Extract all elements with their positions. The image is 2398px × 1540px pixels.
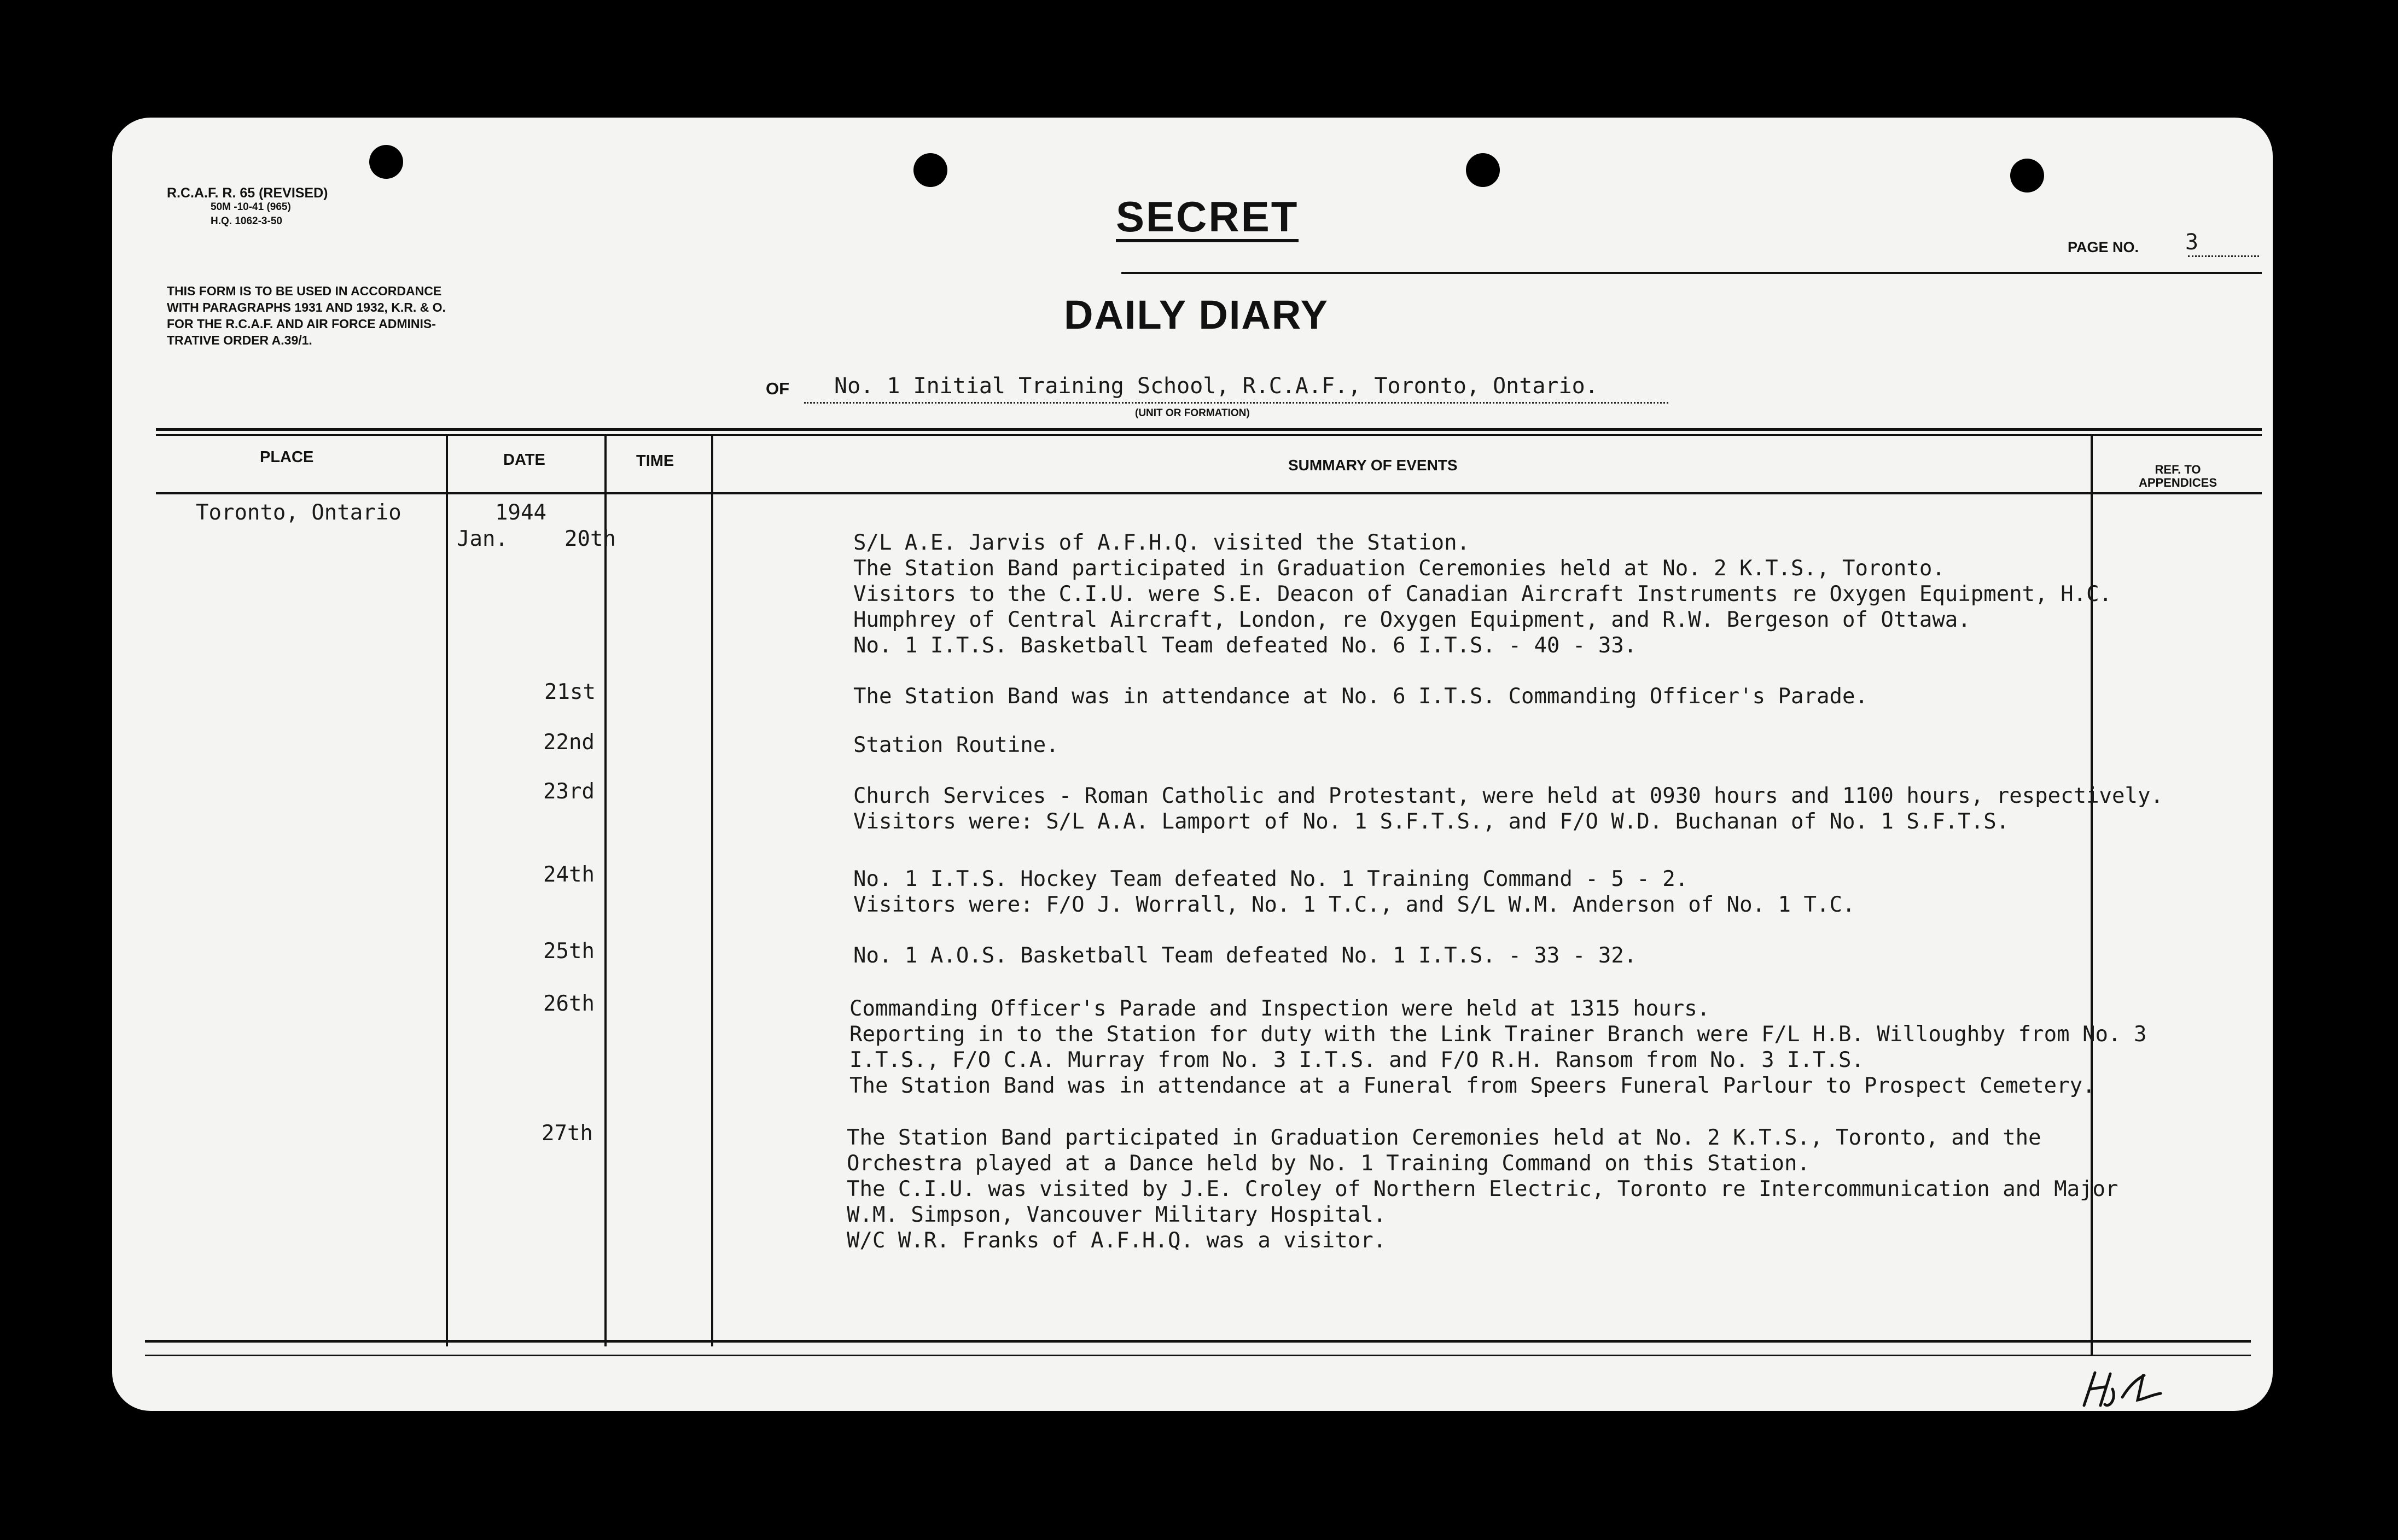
form-id-line: R.C.A.F. R. 65 (REVISED) bbox=[167, 185, 328, 201]
entry-day: 26th bbox=[543, 991, 595, 1016]
classification-stamp: SECRET bbox=[1116, 194, 1299, 242]
entry-line: The Station Band participated in Graduation Ceremonies held at No. 2 K.T.S., Toronto. bbox=[853, 556, 1945, 581]
form-id-line: 50M -10-41 (965) bbox=[211, 201, 291, 213]
page-number-underline bbox=[2188, 255, 2259, 257]
entry-line: Humphrey of Central Aircraft, London, re Oxygen Equipment, and R.W. Bergeson of Ottawa. bbox=[853, 608, 1971, 632]
column-header-ref-line: REF. TO bbox=[2155, 463, 2201, 476]
entry-line: Station Routine. bbox=[853, 733, 1059, 757]
entry-line: The C.I.U. was visited by J.E. Croley of Northern Electric, Toronto re Intercommunication and Major bbox=[847, 1177, 2118, 1201]
table-top-rule bbox=[156, 434, 2262, 436]
entry-line: W.M. Simpson, Vancouver Military Hospital. bbox=[847, 1203, 1387, 1227]
diary-page bbox=[112, 118, 2273, 1411]
column-header-ref-line: APPENDICES bbox=[2139, 476, 2217, 489]
entry-line: The Station Band was in attendance at a Funeral from Speers Funeral Parlour to Prospect Cemetery. bbox=[849, 1074, 2096, 1098]
instruction-line: THIS FORM IS TO BE USED IN ACCORDANCE bbox=[167, 284, 442, 298]
column-header-date: DATE bbox=[503, 451, 545, 469]
entry-day: 27th bbox=[542, 1121, 593, 1146]
punch-hole bbox=[1466, 153, 1500, 187]
header-bottom-rule bbox=[156, 492, 2262, 494]
column-divider bbox=[446, 436, 448, 1346]
entry-day: 22nd bbox=[543, 730, 595, 755]
entry-day: 25th bbox=[543, 939, 595, 964]
table-top-rule bbox=[156, 428, 2262, 431]
document-title: DAILY DIARY bbox=[1064, 292, 1329, 337]
form-instructions bbox=[167, 283, 446, 348]
handwritten-initials bbox=[2079, 1367, 2188, 1411]
place-value: Toronto, Ontario bbox=[196, 500, 401, 525]
entry-line: Orchestra played at a Dance held by No. 1 Training Command on this Station. bbox=[847, 1151, 1810, 1176]
entry-line: Visitors were: F/O J. Worrall, No. 1 T.C., and S/L W.M. Anderson of No. 1 T.C. bbox=[853, 892, 1855, 917]
entry-line: No. 1 I.T.S. Hockey Team defeated No. 1 Training Command - 5 - 2. bbox=[853, 867, 1689, 891]
entry-day: 23rd bbox=[543, 779, 595, 804]
table-bottom-rule bbox=[145, 1355, 2251, 1356]
entry-line: Visitors were: S/L A.A. Lamport of No. 1 S.F.T.S., and F/O W.D. Buchanan of No. 1 S.F.T.S. bbox=[853, 809, 2010, 834]
page-number-label: PAGE NO. bbox=[2068, 239, 2139, 255]
column-header-summary: SUMMARY OF EVENTS bbox=[1288, 457, 1458, 474]
unit-name: No. 1 Initial Training School, R.C.A.F., Toronto, Ontario. bbox=[834, 374, 1598, 399]
top-rule bbox=[1121, 272, 2262, 274]
column-header-ref bbox=[2139, 463, 2217, 489]
unit-underline bbox=[804, 402, 1668, 404]
column-header-place: PLACE bbox=[260, 448, 314, 466]
instruction-line: TRATIVE ORDER A.39/1. bbox=[167, 333, 312, 347]
entry-day: 21st bbox=[544, 680, 596, 704]
form-id bbox=[167, 186, 328, 229]
unit-caption: (UNIT OR FORMATION) bbox=[1135, 407, 1250, 419]
punch-hole bbox=[369, 145, 403, 179]
unit-prefix: OF bbox=[766, 379, 790, 398]
entry-line: The Station Band participated in Graduation Ceremonies held at No. 2 K.T.S., Toronto, and the bbox=[847, 1125, 2041, 1150]
form-id-line: H.Q. 1062-3-50 bbox=[211, 215, 282, 227]
entry-line: The Station Band was in attendance at No. 6 I.T.S. Commanding Officer's Parade. bbox=[853, 684, 1868, 709]
entry-line: Church Services - Roman Catholic and Protestant, were held at 0930 hours and 1100 hours, respectively. bbox=[853, 784, 2163, 808]
entry-day: 24th bbox=[543, 862, 595, 887]
date-year: 1944 bbox=[495, 500, 546, 525]
entry-line: No. 1 I.T.S. Basketball Team defeated No. 6 I.T.S. - 40 - 33. bbox=[853, 633, 1637, 658]
punch-hole bbox=[2010, 159, 2044, 192]
date-month: Jan. bbox=[457, 527, 508, 551]
page-number: 3 bbox=[2185, 230, 2199, 255]
table-bottom-rule bbox=[145, 1340, 2251, 1343]
entry-day: 20th bbox=[564, 527, 616, 551]
entry-line: W/C W.R. Franks of A.F.H.Q. was a visitor. bbox=[847, 1228, 1387, 1253]
entry-line: I.T.S., F/O C.A. Murray from No. 3 I.T.S. and F/O R.H. Ransom from No. 3 I.T.S. bbox=[849, 1048, 1864, 1072]
column-divider bbox=[2091, 436, 2093, 1355]
column-divider bbox=[604, 436, 607, 1346]
punch-hole bbox=[913, 153, 947, 187]
instruction-line: FOR THE R.C.A.F. AND AIR FORCE ADMINIS- bbox=[167, 317, 436, 331]
entry-line: Commanding Officer's Parade and Inspection were held at 1315 hours. bbox=[849, 996, 1710, 1021]
entry-line: S/L A.E. Jarvis of A.F.H.Q. visited the Station. bbox=[853, 530, 1470, 555]
entry-line: No. 1 A.O.S. Basketball Team defeated No. 1 I.T.S. - 33 - 32. bbox=[853, 943, 1637, 968]
entry-line: Reporting in to the Station for duty with the Link Trainer Branch were F/L H.B. Willoughby from No. 3 bbox=[849, 1022, 2147, 1047]
column-divider bbox=[711, 436, 713, 1346]
instruction-line: WITH PARAGRAPHS 1931 AND 1932, K.R. & O. bbox=[167, 300, 446, 314]
column-header-time: TIME bbox=[636, 452, 674, 470]
entry-line: Visitors to the C.I.U. were S.E. Deacon of Canadian Aircraft Instruments re Oxygen Equipment, H.C. bbox=[853, 582, 2112, 606]
